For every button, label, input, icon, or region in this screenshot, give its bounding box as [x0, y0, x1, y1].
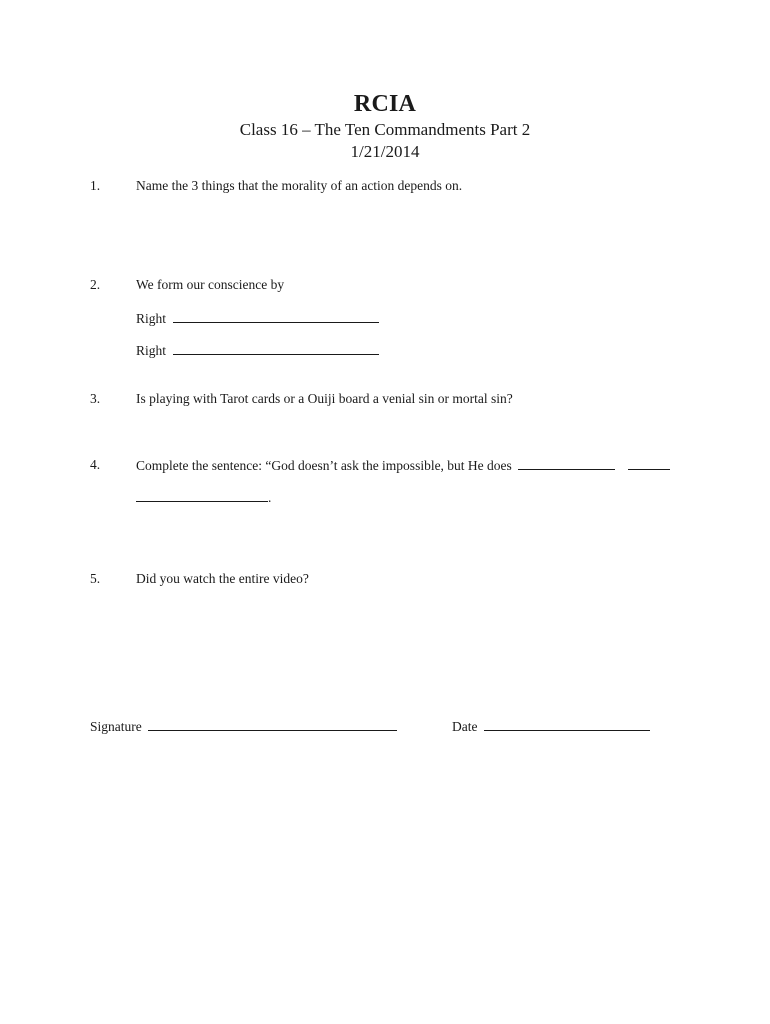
question-2-answer-line-2: [136, 342, 379, 359]
question-4-blank-3[interactable]: [136, 489, 268, 502]
question-2-number: 2.: [90, 277, 101, 292]
class-subtitle: Class 16 – The Ten Commandments Part 2: [239, 120, 531, 139]
question-2-blank-1[interactable]: [173, 310, 379, 323]
question-4-line-1: [136, 457, 670, 474]
question-2-answer-line-1: [136, 310, 379, 327]
signature-row: [90, 718, 397, 735]
question-4-end-punct: .: [268, 490, 272, 505]
date-label: Date: [452, 719, 478, 734]
date-field[interactable]: [484, 718, 650, 731]
question-2-text: We form our conscience by: [136, 277, 285, 292]
class-date: 1/21/2014: [350, 142, 420, 161]
date-row: [452, 718, 650, 735]
page-title: RCIA: [353, 91, 417, 117]
question-1-number: 1.: [90, 178, 101, 193]
question-5-text: Did you watch the entire video?: [136, 571, 309, 586]
question-4-blank-2[interactable]: [628, 457, 670, 470]
question-5-number: 5.: [90, 571, 101, 586]
question-1-text: Name the 3 things that the morality of an action depends on.: [136, 178, 463, 193]
question-4-text: Complete the sentence: “God doesn’t ask the impossible, but He does: [136, 458, 512, 473]
question-3-number: 3.: [90, 391, 101, 406]
signature-label: Signature: [90, 719, 142, 734]
question-3-text: Is playing with Tarot cards or a Ouiji board a venial sin or mortal sin?: [136, 391, 513, 406]
question-2-blank-2[interactable]: [173, 342, 379, 355]
signature-field[interactable]: [148, 718, 397, 731]
question-4-blank-1[interactable]: [518, 457, 615, 470]
question-2-right-label-1: Right: [136, 311, 167, 326]
question-4-line-2: [136, 489, 271, 506]
question-4-number: 4.: [90, 457, 101, 472]
question-2-right-label-2: Right: [136, 343, 167, 358]
